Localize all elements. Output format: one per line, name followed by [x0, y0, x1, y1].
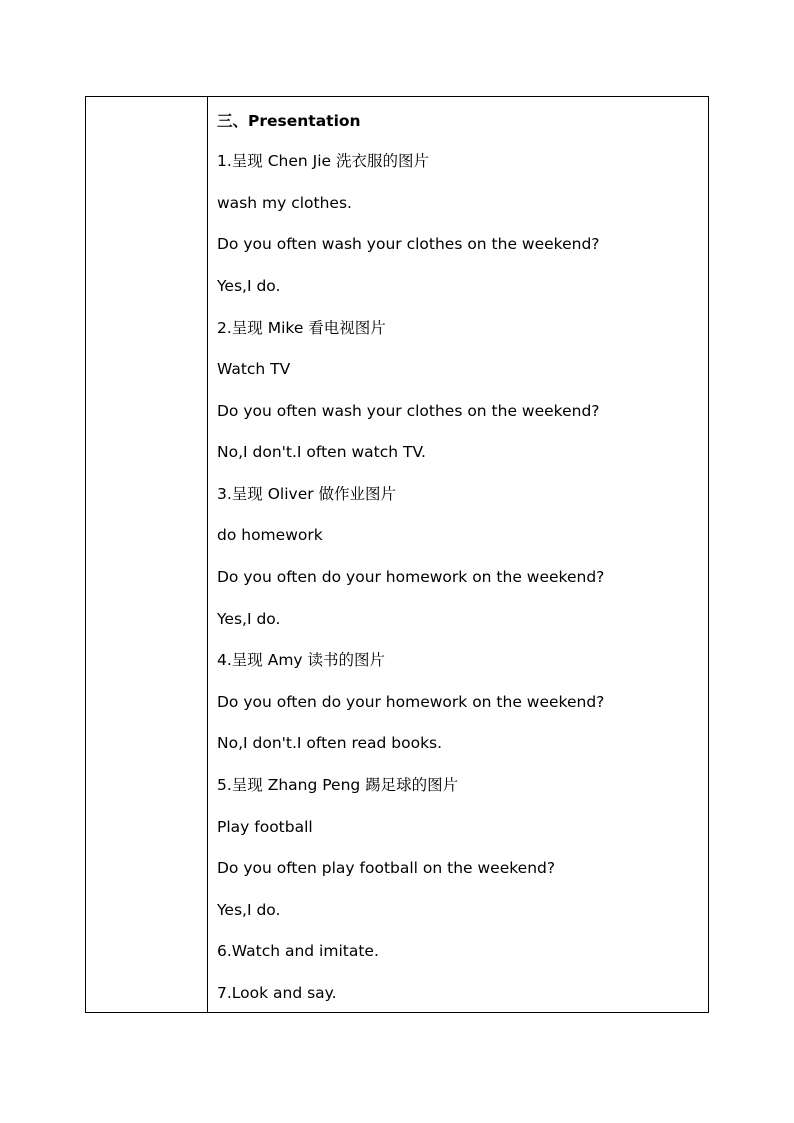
content-line: 7.Look and say. — [217, 984, 337, 1002]
table-left-cell — [86, 97, 208, 1012]
content-line: Do you often wash your clothes on the weekend? — [217, 235, 600, 253]
content-line: Play football — [217, 818, 313, 836]
lesson-table — [85, 96, 709, 1013]
content-line: do homework — [217, 526, 323, 544]
content-line: Do you often do your homework on the weekend? — [217, 693, 605, 711]
content-line: 2.呈现 Mike 看电视图片 — [217, 319, 386, 337]
content-line: Yes,I do. — [217, 277, 281, 295]
content-line: 6.Watch and imitate. — [217, 942, 379, 960]
content-line: No,I don't.I often watch TV. — [217, 443, 426, 461]
content-line: Do you often play football on the weekend? — [217, 859, 556, 877]
table-content-cell — [208, 97, 708, 1012]
content-line: Yes,I do. — [217, 901, 281, 919]
content-line: No,I don't.I often read books. — [217, 734, 443, 752]
content-line: 4.呈现 Amy 读书的图片 — [217, 651, 386, 669]
content-line: 1.呈现 Chen Jie 洗衣服的图片 — [217, 152, 429, 170]
content-line: Yes,I do. — [217, 610, 281, 628]
content-line: Do you often wash your clothes on the weekend? — [217, 402, 600, 420]
content-line: Do you often do your homework on the weekend? — [217, 568, 605, 586]
content-line: wash my clothes. — [217, 194, 352, 212]
section-heading: 三、Presentation — [217, 112, 361, 130]
content-line: Watch TV — [217, 360, 291, 378]
content-line: 3.呈现 Oliver 做作业图片 — [217, 485, 397, 503]
content-line: 5.呈现 Zhang Peng 踢足球的图片 — [217, 776, 459, 794]
